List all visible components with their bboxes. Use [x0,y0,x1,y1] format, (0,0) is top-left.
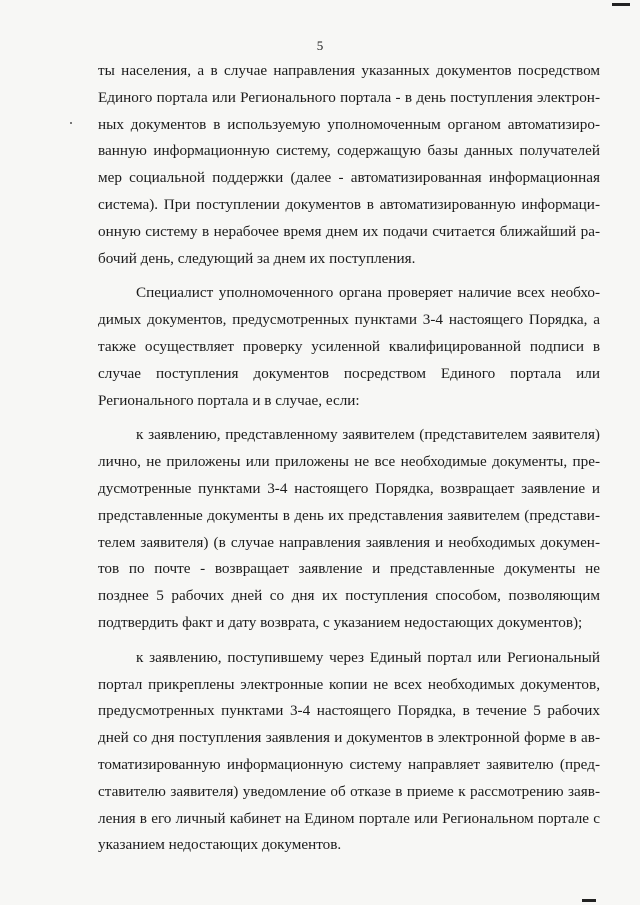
scan-mark-top-right [612,3,630,6]
scan-mark-bottom-right [582,899,596,902]
paragraph-in-person-application: к заявлению, представленному заявителем (представителем заявителя) лично, не приложены или приложены не все необходимые документы, предусмотренные пунктами 3-4 настоящего Порядка, возвращает заявление и представленные документы в день их представления заявителем (представителем заявителя) (в случае направления заявления и необходимых документов по почте - возвращает заявление и представленные документы не позднее 5 рабочих дней со дня их поступления способом, позволяющим подтвердить факт и дату возврата, с указанием недостающих документов); [98,426,600,631]
scan-speck [70,122,72,124]
paragraph-portal-application: к заявлению, поступившему через Единый портал или Региональный портал прикреплены электронные копии не всех необходимых документов, предусмотренных пунктами 3-4 настоящего Порядка, в течение 5 рабочих дней со дня поступления заявления и документов в электронной форме в автоматизированную информационную систему направляет заявителю (представителю заявителя) уведомление об отказе в приеме к рассмотрению заявления в его личный кабинет на Едином портале или Региональном портале с указанием недостающих документов. [98,648,600,854]
body-text [98,58,600,859]
page-number: 5 [316,38,324,53]
paragraph-specialist-check: Специалист уполномоченного органа проверяет наличие всех необходимых документов, предусмотренных пунктами 3-4 настоящего Порядка, а также осуществляет проверку усиленной квалифицированной подписи в случае поступления документов посредством Единого портала или Регионального портала и в случае, если: [98,284,600,409]
paragraph-continuation: ты населения, а в случае направления указанных документов посредством Единого портала или Регионального портала - в день поступления электронных документов в используемую уполномоченным органом автоматизированную информационную систему, содержащую базы данных получателей мер социальной поддержки (далее - автоматизированная информационная система). При поступлении документов в автоматизированную информационную систему в нерабочее время днем их подачи считается ближайший рабочий день, следующий за днем их поступления. [98,62,600,267]
